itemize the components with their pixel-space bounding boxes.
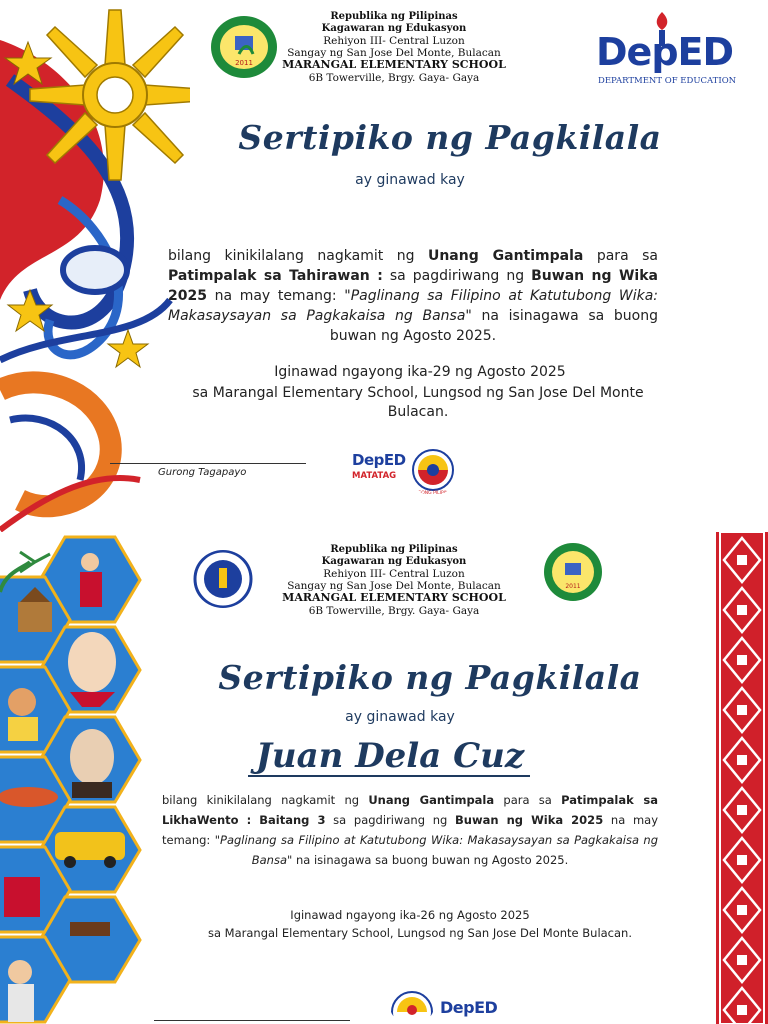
department-text: Kagawaran ng Edukasyon [321,555,467,567]
adviser-label: Gurong Tagapayo [158,467,247,478]
certificate-title: Sertipiko ng Pagkilala [218,658,642,697]
division-text: Sangay ng San Jose Del Monte, Bulacan [287,46,501,59]
address-text: 6B Towerville, Brgy. Gaya- Gaya [308,605,480,618]
certificate-2 [0,532,768,1024]
body-text: sa pagdiriwang ng [382,268,532,284]
deped-seal-icon [193,550,253,608]
body-text: para sa [494,793,562,807]
body-text: bilang kinikilalang nagkamit ng [168,248,428,264]
theme-text: "Paglinang sa Filipino at Katutubong Wika: Makasaysayan sa Pagkakaisa ng Bansa" [168,288,658,324]
certificate-body [168,246,658,346]
seal-year: 2011 [235,59,253,67]
body-text: na may temang: [162,813,659,847]
region-text: Rehiyon III- Central Luzon [323,567,465,580]
deped-small-wordmark: DepED [440,998,498,1017]
certificate-title: Sertipiko ng Pagkilala [238,118,662,157]
region-text: Rehiyon III- Central Luzon [323,34,465,47]
republic-text: Republika ng Pilipinas [330,544,458,555]
certificate-subtitle: ay ginawad kay [345,709,455,725]
body-text: sa pagdiriwang ng [325,813,456,827]
department-text: Kagawaran ng Edukasyon [321,22,467,34]
venue-text: sa Marangal Elementary School, Lungsod ng San Jose Del Monte Bulacan. [207,926,632,940]
bagong-pilipinas-icon [390,990,434,1024]
recipient-name: Juan Dela Cuz [255,736,525,776]
deped-logo [596,12,746,88]
body-text: na isinagawa sa buong buwan ng Agosto 2025. [292,853,569,867]
body-text: na isinagawa sa buong buwan ng Agosto 2025. [329,308,658,344]
school-seal-icon [543,542,603,602]
bagong-text: BAGONG PILIPINAS [411,491,455,496]
school-seal-icon [209,14,279,80]
republic-text: Republika ng Pilipinas [330,11,458,22]
seal-year: 2011 [565,583,581,590]
address-text: 6B Towerville, Brgy. Gaya- Gaya [308,72,480,85]
deped-caption: DEPARTMENT OF EDUCATION [598,76,737,86]
theme-text: "Paglinang sa Filipino at Katutubong Wika: Makasaysayan sa Pagkakaisa ng Bansa" [214,833,658,867]
bagong-pilipinas-icon [410,448,456,496]
letterhead [270,11,518,85]
signature-line [154,1020,350,1021]
signature-line [110,463,306,464]
venue-text: sa Marangal Elementary School, Lungsod ng San Jose Del Monte Bulacan. [192,385,644,420]
matatag-text: MATATAG [352,471,397,481]
cultural-hexagon-collage [0,532,160,1024]
body-text: na may temang: [206,288,345,304]
recipient-underline [248,775,530,777]
award-text: Unang Gantimpala [427,248,584,264]
body-text: para sa [583,248,659,264]
deped-matatag-logo [352,451,404,491]
contest-text: Patimpalak sa Tahirawan : [168,268,383,284]
school-name: MARANGAL ELEMENTARY SCHOOL [282,591,506,605]
deped-wordmark: DepED [596,30,734,74]
certificate-body [162,790,658,870]
school-name: MARANGAL ELEMENTARY SCHOOL [282,58,506,72]
tribal-pattern-border [716,532,768,1024]
deped-small-wordmark: DepED [352,451,406,469]
date-given: Iginawad ngayong ika-29 ng Agosto 2025 [274,364,566,380]
sun-ribbon-decoration [0,0,190,532]
event-text: Buwan ng Wika 2025 [455,813,604,827]
certificate-subtitle: ay ginawad kay [355,172,465,188]
date-given: Iginawad ngayong ika-26 ng Agosto 2025 [290,908,530,922]
body-text: bilang kinikilalang nagkamit ng [162,793,369,807]
division-text: Sangay ng San Jose Del Monte, Bulacan [287,579,501,592]
contest-text: Patimpalak sa LikhaWento : Baitang 3 [162,793,658,827]
award-text: Unang Gantimpala [368,793,495,807]
letterhead [270,544,518,618]
event-text: Buwan ng Wika 2025 [168,268,658,304]
